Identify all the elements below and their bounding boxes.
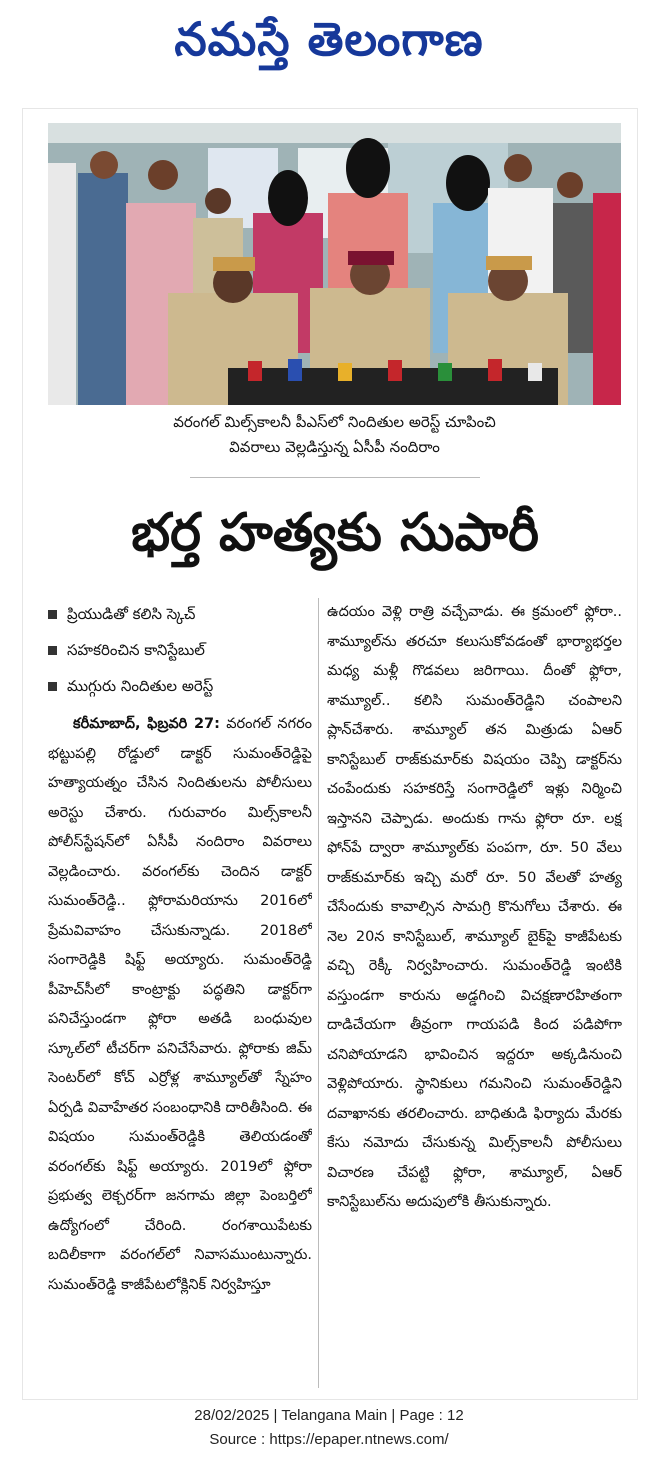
- highlights-list: [48, 596, 310, 704]
- highlight-item: [48, 668, 310, 704]
- masthead: [0, 0, 658, 100]
- highlight-text: ప్రియుడితో కలిసి స్కెచ్: [67, 605, 196, 623]
- caption-line-1: వరంగల్ మిల్స్‌కాలనీ పీఎస్‌లో నిందితుల అరెస్ట్ చూపించి: [173, 413, 496, 431]
- page-footer: [0, 1404, 658, 1452]
- footer-edition-info: 28/02/2025 | Telangana Main | Page : 12: [194, 1407, 464, 1424]
- article-column-left: [48, 710, 312, 1390]
- highlight-item: [48, 596, 310, 632]
- dateline: కరీమాబాద్, ఫిబ్రవరి 27:: [73, 716, 220, 732]
- article-body-left: [48, 710, 312, 1300]
- highlight-item: [48, 632, 310, 668]
- caption-line-2: వివరాలు వెల్లడిస్తున్న ఏసీపీ నందిరాం: [229, 438, 440, 456]
- photo-icon: [48, 123, 621, 405]
- bullet-square-icon: [48, 682, 57, 691]
- news-photo: [48, 123, 621, 405]
- article-text-left: వరంగల్ నగరం భట్టుపల్లి రోడ్డులో డాక్టర్ సుమంత్‌రెడ్డిపై హత్యాయత్నం చేసిన నిందితులను పోలీసులు అరెస్టు చేశారు. గురువారం మిల్స్‌కాలనీ పోలీస్‌స్టేషన్‌లో ఏసీపీ నందిరాం వివరాలు వెల్లడించారు. వరంగల్‌కు చెందిన డాక్టర్ సుమంత్‌రెడ్డి.. ఫ్లోరామరియాను 2016లో ప్రేమవివాహం చేసుకున్నాడు. 2018లో సంగారెడ్డికి షిఫ్ట్ అయ్యారు. సుమంత్‌రెడ్డి పీహెచ్‌సీలో కాంట్రాక్టు పద్ధతిని డాక్టర్‌గా పనిచేస్తుండగా ఫ్లోరా అతడి బంధువుల స్కూల్‌లో టీచర్‌గా పనిచేసేవారు. ఫ్లోరాకు జిమ్ సెంటర్‌లో కోచ్ ఎర్రోళ్ల శామ్యూల్‌తో స్నేహం ఏర్పడి వివాహేతర సంబంధానికి దారితీసింది. ఈ విషయం సుమంత్‌రెడ్డికి తెలియడంతో వరంగల్‌కు షిఫ్ట్ అయ్యారు. 2019లో ఫ్లోరా ప్రభుత్వ లెక్చరర్‌గా జనగామ జిల్లా పెంబర్తిలో ఉద్యోగంలో చేరింది. రంగశాయిపేటకు బదిలీకాగా వరంగల్‌లో నివాసముంటున్నారు. సుమంత్‌రెడ్డి కాజీపేటలోక్లినిక్ నిర్వహిస్తూ: [48, 716, 312, 1293]
- newspaper-title: నమస్తే తెలంగాణ: [174, 12, 484, 66]
- footer-source: Source : https://epaper.ntnews.com/: [209, 1431, 449, 1448]
- photo-caption: [48, 410, 621, 460]
- bullet-square-icon: [48, 610, 57, 619]
- highlight-text: ముగ్గురు నిందితుల అరెస్ట్: [67, 677, 214, 695]
- article-text-right: ఉదయం వెళ్లి రాత్రి వచ్చేవాడు. ఈ క్రమంలో ఫ్లోరా.. శామ్యూల్‌ను తరచూ కలుసుకోవడంతో భార్యాభర్తల మధ్య మళ్లీ గొడవలు జరిగాయి. దీంతో ఫ్లోరా, శామ్యూల్.. కలిసి సుమంత్‌రెడ్డిని చంపాలని ప్లాన్‌చేశారు. శామ్యూల్ తన మిత్రుడు ఏఆర్ కానిస్టేబుల్ రాజ్‌కుమార్‌కు విషయం చెప్పి డాక్టర్‌ను చంపేందుకు సహకరిస్తే సంగారెడ్డిలో ఇళ్లు నిర్మించి ఇస్తానని చెప్పాడు. అందుకు గాను ఫ్లోరా రూ. లక్ష ఫోన్‌పే ద్వారా శామ్యూల్‌కు పంపగా, రూ. 50 వేలు రాజ్‌కుమార్‌కు ఇచ్చి మరో రూ. 50 వేలతో హత్య చేసేందుకు కావాల్సిన సామగ్రి కొనుగోలు చేశారు. ఈ నెల 20న కానిస్టేబుల్, శామ్యూల్ బైక్‌పై కాజీపేటకు వచ్చి రెక్కీ నిర్వహించారు. సుమంత్‌రెడ్డి ఇంటికి వస్తుండగా కారును అడ్డగించి విచక్షణారహితంగా దాడిచేయగా తీవ్రంగా గాయపడి కింద పడిపోగా చనిపోయాడని భావించిన ఇద్దరూ అక్కడినుంచి వెళ్లిపోయారు. స్థానికులు గమనించి సుమంత్‌రెడ్డిని దవాఖానకు తరలించారు. బాధితుడి ఫిర్యాదు మేరకు కేసు నమోదు చేసుకున్న మిల్స్‌కాలనీ పోలీసులు విచారణ చేపట్టి ఫ్లోరా, శామ్యూల్, ఏఆర్ కానిస్టేబుల్‌ను అదుపులోకి తీసుకున్నారు.: [327, 604, 622, 1210]
- article-column-right: [318, 598, 622, 1388]
- divider: [190, 477, 480, 478]
- headline: భర్త హత్యకు సుపారీ: [131, 503, 539, 563]
- bullet-square-icon: [48, 646, 57, 655]
- highlight-text: సహకరించిన కానిస్టేబుల్: [67, 641, 205, 659]
